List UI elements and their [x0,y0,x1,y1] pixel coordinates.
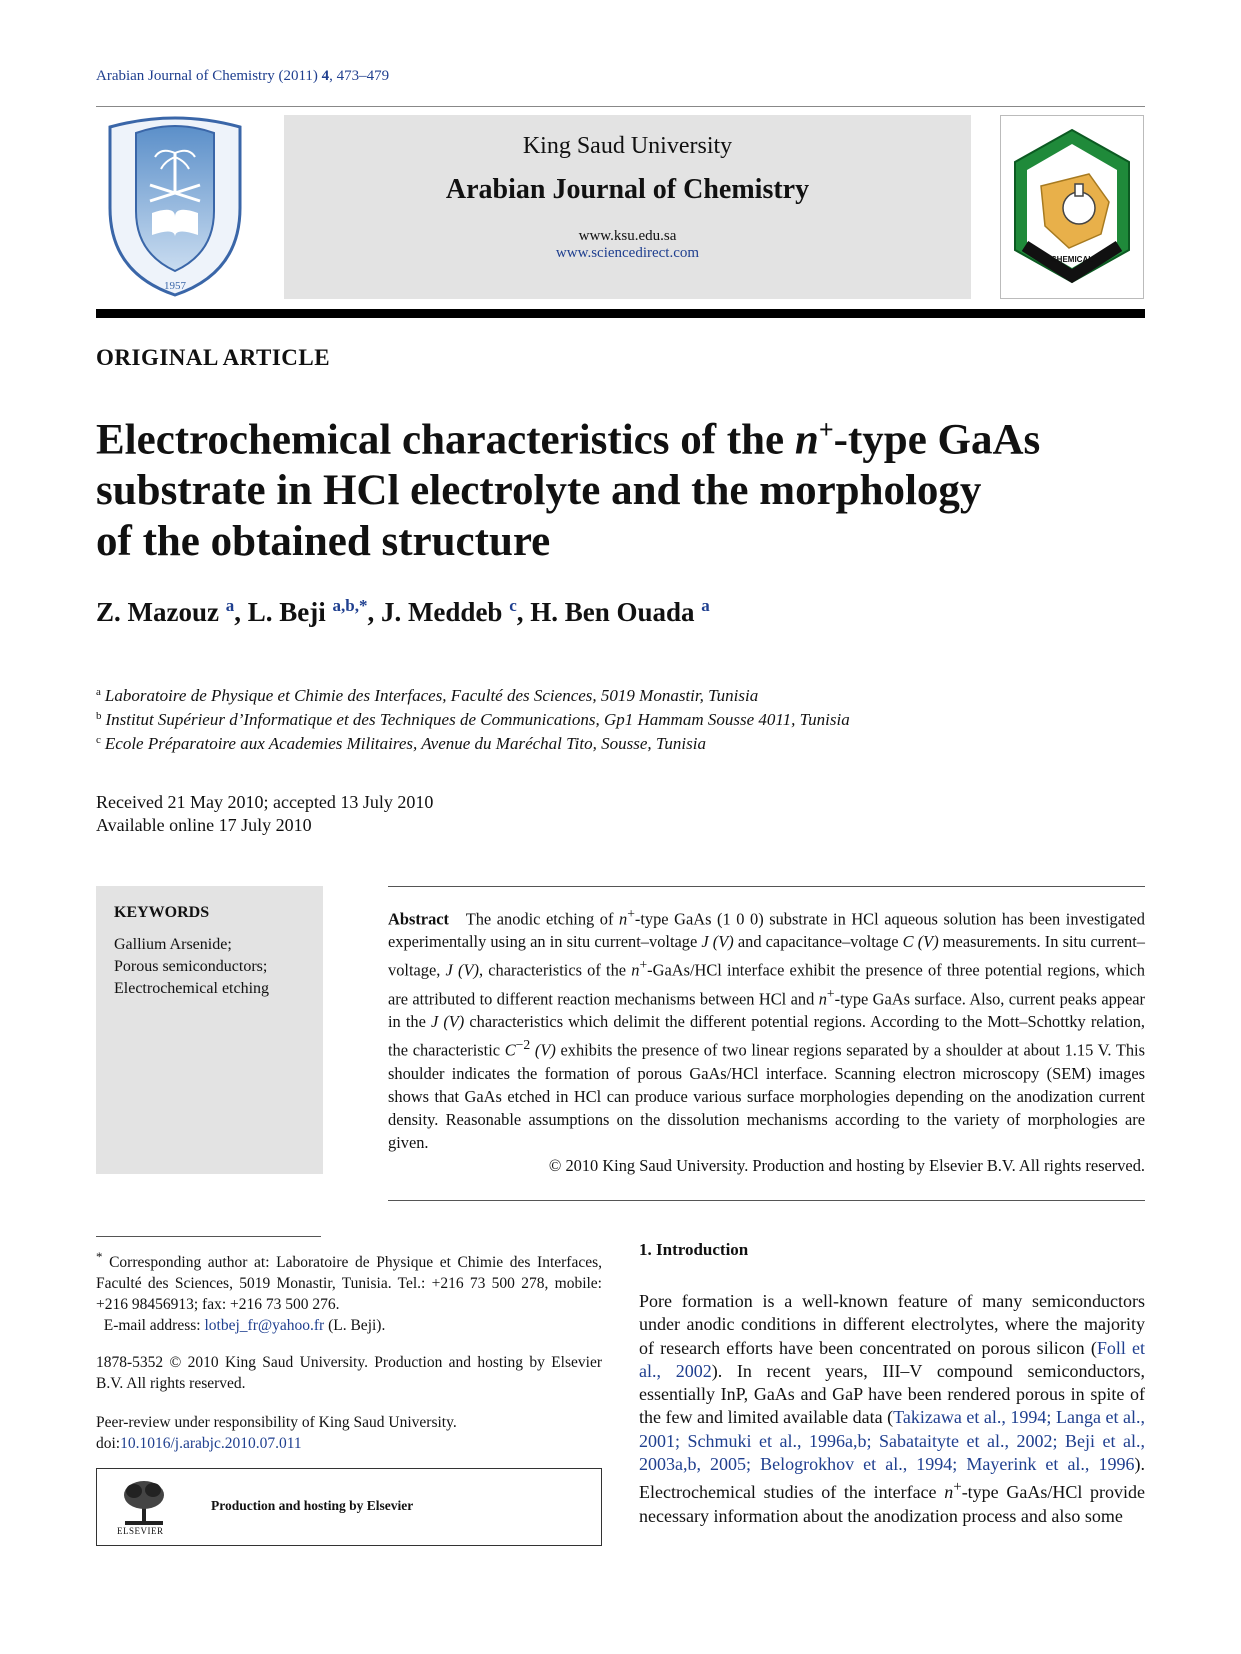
abstract-copyright: © 2010 King Saud University. Production and hosting by Elsevier B.V. All rights reserved. [548,1155,1145,1175]
received-date: Received 21 May 2010; accepted 13 July 2010 [96,792,434,812]
ksu-logo [96,113,254,303]
corresponding-author-note: * Corresponding author at: Laboratoire de Physique et Chimie des Interfaces, Faculté des Sciences, 5019 Monastir, Tunisia. Tel.: +216 73 500 278, mobile: +216 98456913; fax: +216 73 500 276. E-mail address: lotbej_fr@yahoo.fr (L. Beji). [96,1249,602,1335]
title-n: n [794,416,819,464]
author-affiliation-link[interactable]: c [509,596,517,615]
author: Z. Mazouz $^a$, [96,596,248,627]
author-affiliation-link[interactable]: a,b,* [332,596,368,615]
ksu-logo-text: 1957 [164,280,186,292]
email-link[interactable]: lotbej_fr@yahoo.fr [204,1317,325,1335]
doi-link[interactable]: 10.1016/j.arabjc.2010.07.011 [120,1435,302,1452]
elsevier-tree-icon [119,1477,169,1527]
online-date: Available online 17 July 2010 [96,815,312,835]
citation-link[interactable]: Takizawa et al., 1994; Langa et al., 2001; Schmuki et al., 1996a,b; Sabataityte et al., 2002; Beji et al., 2003a,b, 2005; Belogrokhov et al., 1994; Mayerink et al., 1996 [639,1407,1145,1475]
keyword: Porous semiconductors; [114,958,268,975]
keywords-box [96,886,323,1174]
elsevier-hosting-text: Production and hosting by Elsevier [211,1498,414,1513]
journal-banner [284,115,971,299]
title-line-2: substrate in HCl electrolyte and the morphology [96,467,982,515]
author: L. Beji $^{a,b,*}$, [247,596,381,627]
author: J. Meddeb $^c$, [380,596,531,627]
title-line-3: of the obtained structure [96,518,551,566]
running-head-journal: Arabian Journal of Chemistry (2011) [96,68,322,84]
affiliation-a: $^a$ Laboratoire de Physique et Chimie des Interfaces, Faculté des Sciences, 5019 Monastir, Tunisia [96,686,759,705]
keyword: Gallium Arsenide; [114,936,232,953]
affiliation-b: $^b$ Institut Supérieur d’Informatique et des Techniques de Communications, Gp1 Hammam Sousse 4011, Tunisia [96,710,850,729]
sciencedirect-url-link[interactable]: www.sciencedirect.com [555,245,700,261]
university-name: King Saud University [522,133,733,159]
peer-review-note: Peer-review under responsibility of King Saud University. doi:10.1016/j.arabjc.2010.07.011 [96,1414,457,1452]
running-head-pages: , 473–479 [329,68,390,84]
title-line-1-end: -type GaAs [833,416,1041,464]
society-logo-frame [1000,115,1144,299]
keyword: Electrochemical etching [114,980,270,997]
header-rule [96,106,1145,107]
abstract: Abstract The anodic etching of n+-type GaAs (1 0 0) substrate in HCl aqueous solution has been investigated experimentally using an in situ current–voltage J (V) and capacitance–voltage C (V) measurements. In situ current–voltage, J (V), characteristics of the n+-GaAs/HCl interface exhibit the presence of three potential regions, which are attributed to different reaction mechanisms between HCl and n+-type GaAs surface. Also, current peaks appear in the J (V) characteristics which delimit the different potential regions. According to the Mott–Schottky relation, the characteristic $C^{-2}$ (V) exhibits the presence of two linear regions separated by a shoulder at about 1.15 V. This shoulder indicates the formation of porous GaAs/HCl interface. Scanning electron microscopy (SEM) images shows that GaAs etched in HCl can produce various surface morphologies depending on the anodization current density. Reasonable assumptions on the dissolution mechanisms according to the variety of morphologies are given. © 2010 King Saud University. Production and hosting by Elsevier B.V. All rights reserved. [388,906,1145,1175]
abstract-label: Abstract [388,909,449,929]
footnote-rule [96,1236,321,1237]
introduction-paragraph: Pore formation is a well-known feature of many semiconductors under anodic conditions in different electrolytes, where the majority of research efforts have been concentrated on porous silicon (Foll et al., 2002). In recent years, III–V compound semiconductors, essentially InP, GaAs and GaP have been rendered porous in spite of the few and limited available data (Takizawa et al., 1994; Langa et al., 2001; Schmuki et al., 1996a,b; Sabataityte et al., 2002; Beji et al., 2003a,b, 2005; Belogrokhov et al., 1994; Mayerink et al., 1996). Electrochemical studies of the interface n+-type GaAs/HCl provide necessary information about the anodization process and also some [639,1291,1145,1526]
issn-note: 1878-5352 © 2010 King Saud University. Production and hosting by Elsevier B.V. All rights reserved. [96,1354,602,1392]
elsevier-box [96,1468,602,1546]
author-affiliation-link[interactable]: a [225,596,235,615]
ksu-url-link[interactable]: www.ksu.edu.sa [578,228,677,244]
author-list [96,596,710,628]
journal-name: Arabian Journal of Chemistry [445,174,810,205]
author: H. Ben Ouada $^a$ [530,596,710,627]
title-line-1: Electrochemical characteristics of the [96,416,795,464]
article-title [96,404,1096,567]
elsevier-wordmark: ELSEVIER [117,1526,164,1536]
article-type: ORIGINAL ARTICLE [96,345,331,370]
abstract-top-rule [388,886,1145,887]
affiliation-c: $^c$ Ecole Préparatoire aux Academies Militaires, Avenue du Maréchal Tito, Sousse, Tunisia [96,734,706,753]
svg-text:CHEMICAL: CHEMICAL [1050,255,1094,264]
title-sup: + [818,415,834,444]
section-heading-introduction: 1. Introduction [639,1240,749,1259]
keywords-title: KEYWORDS [114,904,210,921]
abstract-bottom-rule [388,1200,1145,1201]
author-affiliation-link[interactable]: a [701,596,710,615]
saudi-chemical-society-logo [1001,116,1143,298]
header-thick-rule [96,309,1145,318]
citation-link[interactable]: Foll et al., 2002 [639,1337,1145,1381]
running-head [96,68,389,85]
running-head-volume: 4 [321,68,330,84]
